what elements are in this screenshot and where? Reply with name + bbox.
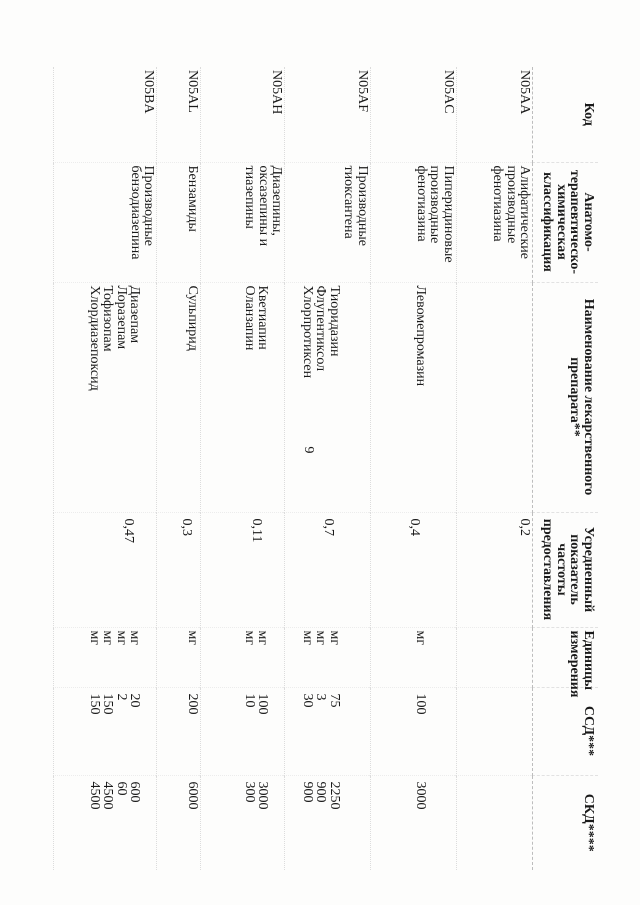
header-ssd: ССД***: [533, 687, 598, 775]
header-unit: Единицы измерения: [533, 627, 598, 687]
row-avg-frequency: [456, 512, 533, 627]
row-units: [456, 627, 533, 687]
row-skd: [285, 775, 371, 870]
row-avg-frequency: [285, 512, 371, 627]
drug-unit: мг: [299, 630, 315, 646]
row-units: [201, 627, 285, 687]
row-atc-class: [201, 162, 285, 282]
row-atc-class: [370, 162, 456, 282]
drug-skd: 600: [127, 781, 143, 803]
drug-skd: 6000: [185, 781, 201, 810]
drug-unit: мг: [127, 630, 143, 646]
avg-frequency-value: 0,3: [179, 518, 195, 536]
row-avg-frequency: [370, 512, 456, 627]
drug-table: [53, 67, 598, 870]
drug-name: Тиоридазин: [326, 285, 342, 357]
drug-name: Сульпирид: [185, 285, 201, 351]
row-atc-class: [456, 162, 533, 282]
rotated-table-wrapper: [53, 67, 598, 870]
table-row: [157, 67, 201, 870]
table-header-row: [533, 67, 598, 870]
drug-unit: мг: [185, 630, 201, 646]
header-drug-name: Наименование лекарственного препарата**: [533, 282, 598, 512]
drug-unit: мг: [113, 630, 129, 646]
drug-ssd: 3: [313, 693, 329, 701]
drug-name: Флупентиксол: [313, 285, 329, 372]
drug-name: Хлорпротиксен: [299, 285, 315, 379]
row-ssd: [201, 687, 285, 775]
row-atc-class: [157, 162, 201, 282]
row-code: [370, 67, 456, 162]
drug-ssd: 200: [185, 693, 201, 715]
drug-name: Оланзапин: [241, 285, 257, 351]
table-row: [54, 67, 157, 870]
row-avg-frequency: [201, 512, 285, 627]
row-skd: [201, 775, 285, 870]
code-text: N05AF: [354, 70, 370, 113]
page-number: 6: [303, 446, 318, 454]
drug-ssd: 150: [86, 693, 102, 715]
row-skd: [370, 775, 456, 870]
code-text: N05AC: [440, 70, 456, 114]
code-text: N05BA: [141, 70, 157, 114]
row-drug-names: [54, 282, 157, 512]
code-text: N05AH: [269, 70, 285, 115]
row-skd: [456, 775, 533, 870]
drug-skd: 900: [299, 781, 315, 803]
row-skd: [54, 775, 157, 870]
drug-skd: 300: [241, 781, 257, 803]
drug-ssd: 20: [127, 693, 143, 708]
drug-skd: 3000: [412, 781, 428, 810]
drug-name: Тофизопам: [100, 285, 116, 352]
table-row: [456, 67, 533, 870]
avg-frequency-value: 0,7: [320, 518, 336, 536]
drug-name: Левомепромазин: [412, 285, 428, 387]
atc-class-text: Пиперидиновые производные фенотиазина: [413, 165, 456, 263]
code-text: N05AL: [185, 70, 201, 113]
drug-unit: мг: [313, 630, 329, 646]
drug-ssd: 100: [412, 693, 428, 715]
row-code: [201, 67, 285, 162]
row-units: [370, 627, 456, 687]
atc-class-text: Диазепины, оксазепины и тиазепины: [242, 165, 285, 247]
drug-skd: 4500: [86, 781, 102, 810]
row-atc-class: [54, 162, 157, 282]
row-code: [157, 67, 201, 162]
avg-frequency-value: 0,11: [249, 518, 265, 543]
document-table-area: [53, 67, 598, 870]
drug-skd: 2250: [326, 781, 342, 810]
row-units: [157, 627, 201, 687]
atc-class-text: Производные тиоксантена: [341, 165, 370, 246]
row-ssd: [285, 687, 371, 775]
header-atc-class: Анатомо-терапевтическо-химическая классификация: [533, 162, 598, 282]
drug-unit: мг: [412, 630, 428, 646]
drug-skd: 4500: [100, 781, 116, 810]
row-code: [54, 67, 157, 162]
drug-name: Кветиапин: [255, 285, 271, 350]
row-avg-frequency: [54, 512, 157, 627]
drug-name: Лоразепам: [113, 285, 129, 350]
drug-ssd: 100: [255, 693, 271, 715]
row-avg-frequency: [157, 512, 201, 627]
row-ssd: [456, 687, 533, 775]
drug-ssd: 75: [326, 693, 342, 708]
atc-class-text: Алифатические производные фенотиазина: [490, 165, 533, 259]
drug-skd: 3000: [255, 781, 271, 810]
atc-class-text: Бензамиды: [185, 165, 201, 232]
row-drug-names: [201, 282, 285, 512]
row-drug-names: [285, 282, 371, 512]
code-text: N05AA: [517, 70, 533, 115]
header-avg-frequency: Усредненный показатель частоты предоставления: [533, 512, 598, 627]
row-skd: [157, 775, 201, 870]
drug-ssd: 30: [299, 693, 315, 708]
drug-name: Диазепам: [127, 285, 143, 344]
table-body: [54, 67, 534, 870]
atc-class-text: Производные бензодиазепина: [127, 165, 157, 260]
row-units: [285, 627, 371, 687]
table-row: [201, 67, 285, 870]
drug-ssd: 10: [241, 693, 257, 708]
row-ssd: [157, 687, 201, 775]
drug-ssd: 150: [100, 693, 116, 715]
row-ssd: [370, 687, 456, 775]
drug-unit: мг: [100, 630, 116, 646]
drug-unit: мг: [255, 630, 271, 646]
row-code: [285, 67, 371, 162]
table-row: [285, 67, 371, 870]
header-skd: СКД****: [533, 775, 598, 870]
row-units: [54, 627, 157, 687]
header-code: Код: [533, 67, 598, 162]
avg-frequency-value: 0,4: [406, 518, 422, 536]
drug-skd: 900: [313, 781, 329, 803]
drug-unit: мг: [241, 630, 257, 646]
row-drug-names: [456, 282, 533, 512]
drug-name: Хлордиазепоксид: [86, 285, 102, 391]
avg-frequency-value: 0,47: [121, 518, 137, 543]
row-drug-names: [370, 282, 456, 512]
drug-ssd: 2: [113, 693, 129, 701]
row-drug-names: [157, 282, 201, 512]
row-code: [456, 67, 533, 162]
table-row: [370, 67, 456, 870]
drug-unit: мг: [86, 630, 102, 646]
row-ssd: [54, 687, 157, 775]
drug-skd: 60: [113, 781, 129, 796]
row-atc-class: [285, 162, 371, 282]
avg-frequency-value: 0,2: [517, 518, 533, 536]
drug-unit: мг: [326, 630, 342, 646]
